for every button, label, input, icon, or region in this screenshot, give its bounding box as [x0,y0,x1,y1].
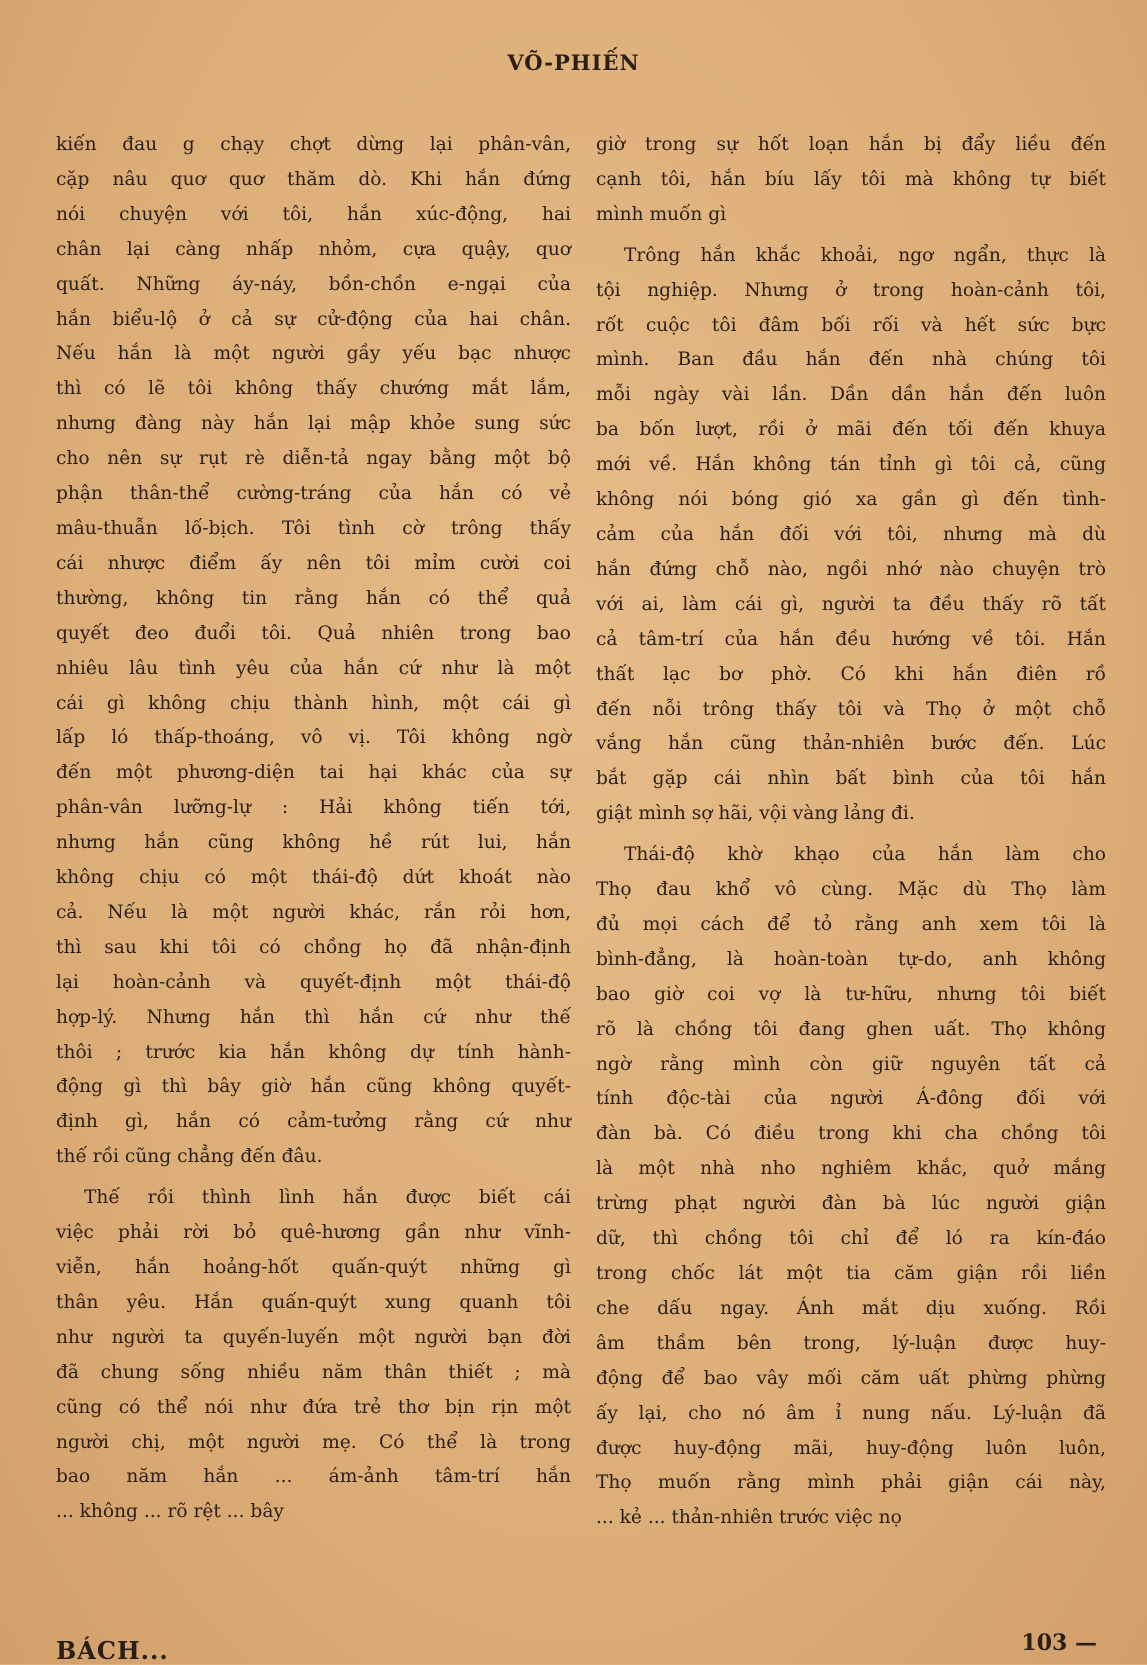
text-line: cả. Nếu là một người khác, rắn rỏi hơn, [56,901,571,923]
running-header: VÕ-PHIẾN [507,50,640,75]
text-line: mình muốn gì [596,203,727,225]
magazine-name: BÁCH... [56,1636,169,1665]
text-line: định gì, hắn có cảm-tưởng rằng cứ như [56,1111,571,1133]
text-line: hắn đứng chỗ nào, ngồi nhớ nào chuyện trò [596,558,1106,580]
text-line: không nói bóng gió xa gần gì đến tình- [596,489,1106,511]
text-line: thường, không tin rằng hắn có thể quả [56,587,571,609]
text-line: mỗi ngày vài lần. Dần dần hắn đến luôn [596,384,1106,406]
text-line: Thế rồi thình lình hắn được biết cái [84,1187,571,1209]
text-line: cái gì không chịu thành hình, một cái gì [56,692,571,714]
text-line: cũng có thể nói như đứa trẻ thơ bịn rịn một [56,1396,571,1418]
text-line: bao năm hắn ... ám-ảnh tâm-trí hắn [56,1466,571,1488]
text-line: đến một phương-diện tai hại khác của sự [56,762,571,784]
text-line: mâu-thuẫn lố-bịch. Tôi tình cờ trông thấy [56,517,571,539]
text-line: nói chuyện với tôi, hắn xúc-động, hai [56,203,571,225]
text-line: đủ mọi cách để tỏ rằng anh xem tôi là [596,913,1106,935]
text-line: cho nên sự rụt rè diễn-tả ngay bằng một bộ [56,448,571,470]
text-line: tính độc-tài của người Á-đông đối với [596,1088,1106,1110]
text-line: giật mình sợ hãi, vội vàng lảng đi. [596,803,915,825]
text-line: cạnh tôi, hắn bíu lấy tôi mà không tự biết [596,168,1106,190]
text-line: cảm của hắn đối với tôi, nhưng mà dù [596,523,1106,545]
text-line: kiến đau g chạy chợt dừng lại phân-vân, [56,134,571,155]
text-line: dữ, thì chồng tôi chỉ để ló ra kín-đáo [596,1228,1106,1250]
text-line: người chị, một người mẹ. Có thể là trong [56,1431,571,1453]
text-line: tội nghiệp. Nhưng ở trong hoàn-cảnh tôi, [596,279,1106,301]
text-line: ... không ... rõ rệt ... bây [56,1501,284,1523]
text-line: bao giờ coi vợ là tư-hữu, nhưng tôi biết [596,983,1106,1005]
text-line: thân yêu. Hắn quấn-quýt xung quanh tôi [56,1291,571,1313]
text-line: bắt gặp cái nhìn bất bình của tôi hắn [596,768,1106,790]
text-line: ba bốn lượt, rồi ở mãi đến tối đến khuya [596,419,1106,441]
text-line: thế rồi cũng chẳng đến đâu. [56,1146,323,1168]
text-line: Thọ muốn rằng mình phải giận cái này, [596,1472,1106,1494]
text-line: cả tâm-trí của hắn đều hướng về tôi. Hắn [596,628,1106,650]
text-line: ấy lại, cho nó âm ỉ nung nấu. Lý-luận đã [596,1402,1106,1424]
text-line: ... kẻ ... thản-nhiên trước việc nọ [596,1507,902,1529]
right-column [596,128,1106,1536]
text-line: Thọ đau khổ vô cùng. Mặc dù Thọ làm [596,879,1106,901]
text-line: mới về. Hắn không tán tỉnh gì tôi cả, cũng [596,454,1106,476]
text-line: phân-vân lưỡng-lự : Hải không tiến tới, [56,797,571,819]
text-line: Thái-độ khờ khạo của hắn làm cho [624,844,1106,866]
text-line: đàn bà. Có điều trong khi cha chồng tôi [596,1123,1106,1145]
text-line: rõ là chồng tôi đang ghen uất. Thọ không [596,1018,1106,1040]
text-line: nhưng hắn cũng không hề rút lui, hắn [56,832,571,854]
page-number: 103 — [1021,1630,1097,1656]
text-line: che dấu ngay. Ánh mắt dịu xuống. Rồi [596,1297,1106,1319]
text-line: là một nhà nho nghiêm khắc, quở mắng [596,1158,1106,1180]
text-line: thôi ; trước kia hắn không dự tính hành- [56,1041,571,1063]
text-line: ngờ rằng mình còn giữ nguyên tất cả [596,1053,1106,1075]
text-line: thì sau khi tôi có chồng họ đã nhận-định [56,936,571,958]
text-line: hợp-lý. Nhưng hắn thì hắn cứ như thế [56,1006,571,1028]
text-line: việc phải rời bỏ quê-hương gần như vĩnh- [56,1222,571,1244]
text-line: phận thân-thể cường-tráng của hắn có vẻ [56,483,571,505]
text-line: đã chung sống nhiều năm thân thiết ; mà [56,1361,571,1383]
text-line: cái nhược điểm ấy nên tôi mỉm cười coi [56,552,571,574]
text-line: trừng phạt người đàn bà lúc người giận [596,1193,1106,1215]
text-line: bình-đẳng, là hoàn-toàn tự-do, anh không [596,948,1106,970]
text-line: trong chốc lát một tia căm giận rồi liền [596,1263,1106,1284]
text-line: lại hoàn-cảnh và quyết-định một thái-độ [56,971,571,993]
text-line: như người ta quyến-luyến một người bạn đời [56,1326,571,1348]
text-line: rốt cuộc tôi đâm bối rối và hết sức bực [596,314,1106,336]
text-line: nhưng đàng này hắn lại mập khỏe sung sức [56,413,571,435]
left-column [56,128,571,1530]
text-line: mình. Ban đầu hắn đến nhà chúng tôi [596,349,1106,371]
text-line: viễn, hắn hoảng-hốt quấn-quýt những gì [56,1257,571,1278]
text-line: Trông hắn khắc khoải, ngơ ngẩn, thực là [624,244,1106,266]
text-line: không chịu có một thái-độ dứt khoát nào [56,867,571,889]
text-line: vắng hắn cũng thản-nhiên bước đến. Lúc [596,733,1106,755]
text-line: chân lại càng nhấp nhỏm, cựa quậy, quơ [56,238,571,260]
text-line: nhiêu lâu tình yêu của hắn cứ như là một [56,657,571,679]
text-line: lấp ló thấp-thoáng, vô vị. Tôi không ngờ [56,727,571,749]
text-line: động gì thì bây giờ hắn cũng không quyết- [56,1076,571,1098]
text-line: thì có lẽ tôi không thấy chướng mắt lắm, [56,378,571,400]
text-line: được huy-động mãi, huy-động luôn luôn, [596,1437,1106,1459]
text-line: quất. Những áy-náy, bồn-chồn e-ngại của [56,273,571,295]
text-line: cặp nâu quơ quơ thăm dò. Khi hắn đứng [56,168,571,190]
text-line: hắn biểu-lộ ở cả sự cử-động của hai chân. [56,308,571,330]
text-line: âm thầm bên trong, lý-luận được huy- [596,1332,1106,1354]
text-line: quyết đeo đuổi tôi. Quả nhiên trong bao [56,622,571,644]
text-line: giờ trong sự hốt loạn hắn bị đẩy liều đến [596,134,1106,155]
text-line: đến nỗi trông thấy tôi và Thọ ở một chỗ [596,698,1106,720]
text-line: với ai, làm cái gì, người ta đều thấy rõ tất [596,593,1106,615]
text-line: động để bao vây mối căm uất phừng phừng [596,1367,1106,1389]
text-line: Nếu hắn là một người gầy yếu bạc nhược [56,343,571,365]
text-line: thất lạc bơ phờ. Có khi hắn điên rồ [596,663,1106,685]
